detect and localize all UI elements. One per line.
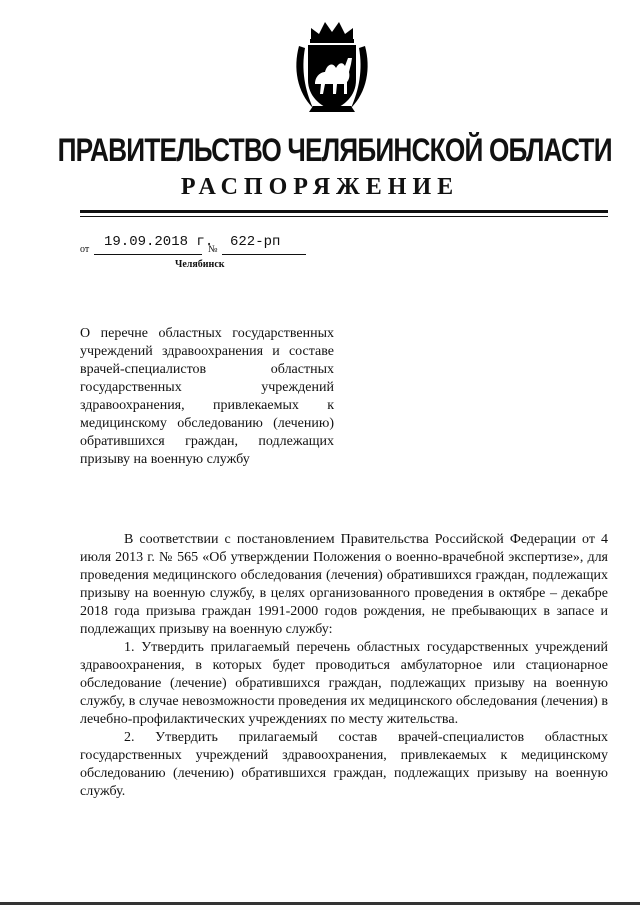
body-item-2: 2. Утвердить прилагаемый состав врачей-специалистов областных государственных учреждений здравоохранения, привлекаемых к медицинскому обследованию (лечению) обратившихся граждан, подлежащих призыву на военную службу.	[80, 730, 608, 799]
document-subject: О перечне областных государственных учреждений здравоохранения и составе врачей-специалистов областных государственных учреждений здравоохранения, привлекаемых к медицинскому обследованию (лечению) обратившихся граждан, подлежащих призыву на военную службу	[80, 326, 334, 467]
coat-of-arms-icon	[291, 18, 373, 116]
date-prefix: от	[80, 244, 90, 255]
number-underline	[222, 254, 306, 255]
government-title: ПРАВИТЕЛЬСТВО ЧЕЛЯБИНСКОЙ ОБЛАСТИ	[57, 132, 612, 168]
document-type-heading: РАСПОРЯЖЕНИЕ	[180, 174, 460, 200]
coat-of-arms	[291, 18, 373, 116]
document-date: 19.09.2018 г.	[104, 234, 214, 250]
date-number-line	[80, 232, 320, 256]
document-number: 622-рп	[230, 234, 281, 250]
document-body	[80, 531, 608, 801]
header-divider-thick	[80, 210, 608, 213]
header-divider-thin	[80, 216, 608, 217]
city-label: Челябинск	[175, 259, 225, 270]
body-item-1: 1. Утвердить прилагаемый перечень областных государственных учреждений здравоохранения, в которых будет проводиться амбулаторное или стационарное обследование (лечение) обратившихся граждан, подлежащих призыву на военную службу, в случае невозможности проведения их медицинского обследования (лечения) в лечебно-профилактических учреждениях по месту жительства.	[80, 640, 608, 727]
date-underline	[94, 254, 202, 255]
number-prefix: №	[208, 244, 218, 255]
body-preamble: В соответствии с постановлением Правительства Российской Федерации от 4 июля 2013 г. № 565 «Об утверждении Положения о военно-врачебной экспертизе», для проведения медицинского обследования (лечения) обратившихся граждан, подлежащих призыву на военную службу, в целях организованного проведения в октябре – декабре 2018 года призыва граждан 1991-2000 годов рождения, не пребывающих в запасе и подлежащих призыву на военную службу:	[80, 532, 608, 637]
